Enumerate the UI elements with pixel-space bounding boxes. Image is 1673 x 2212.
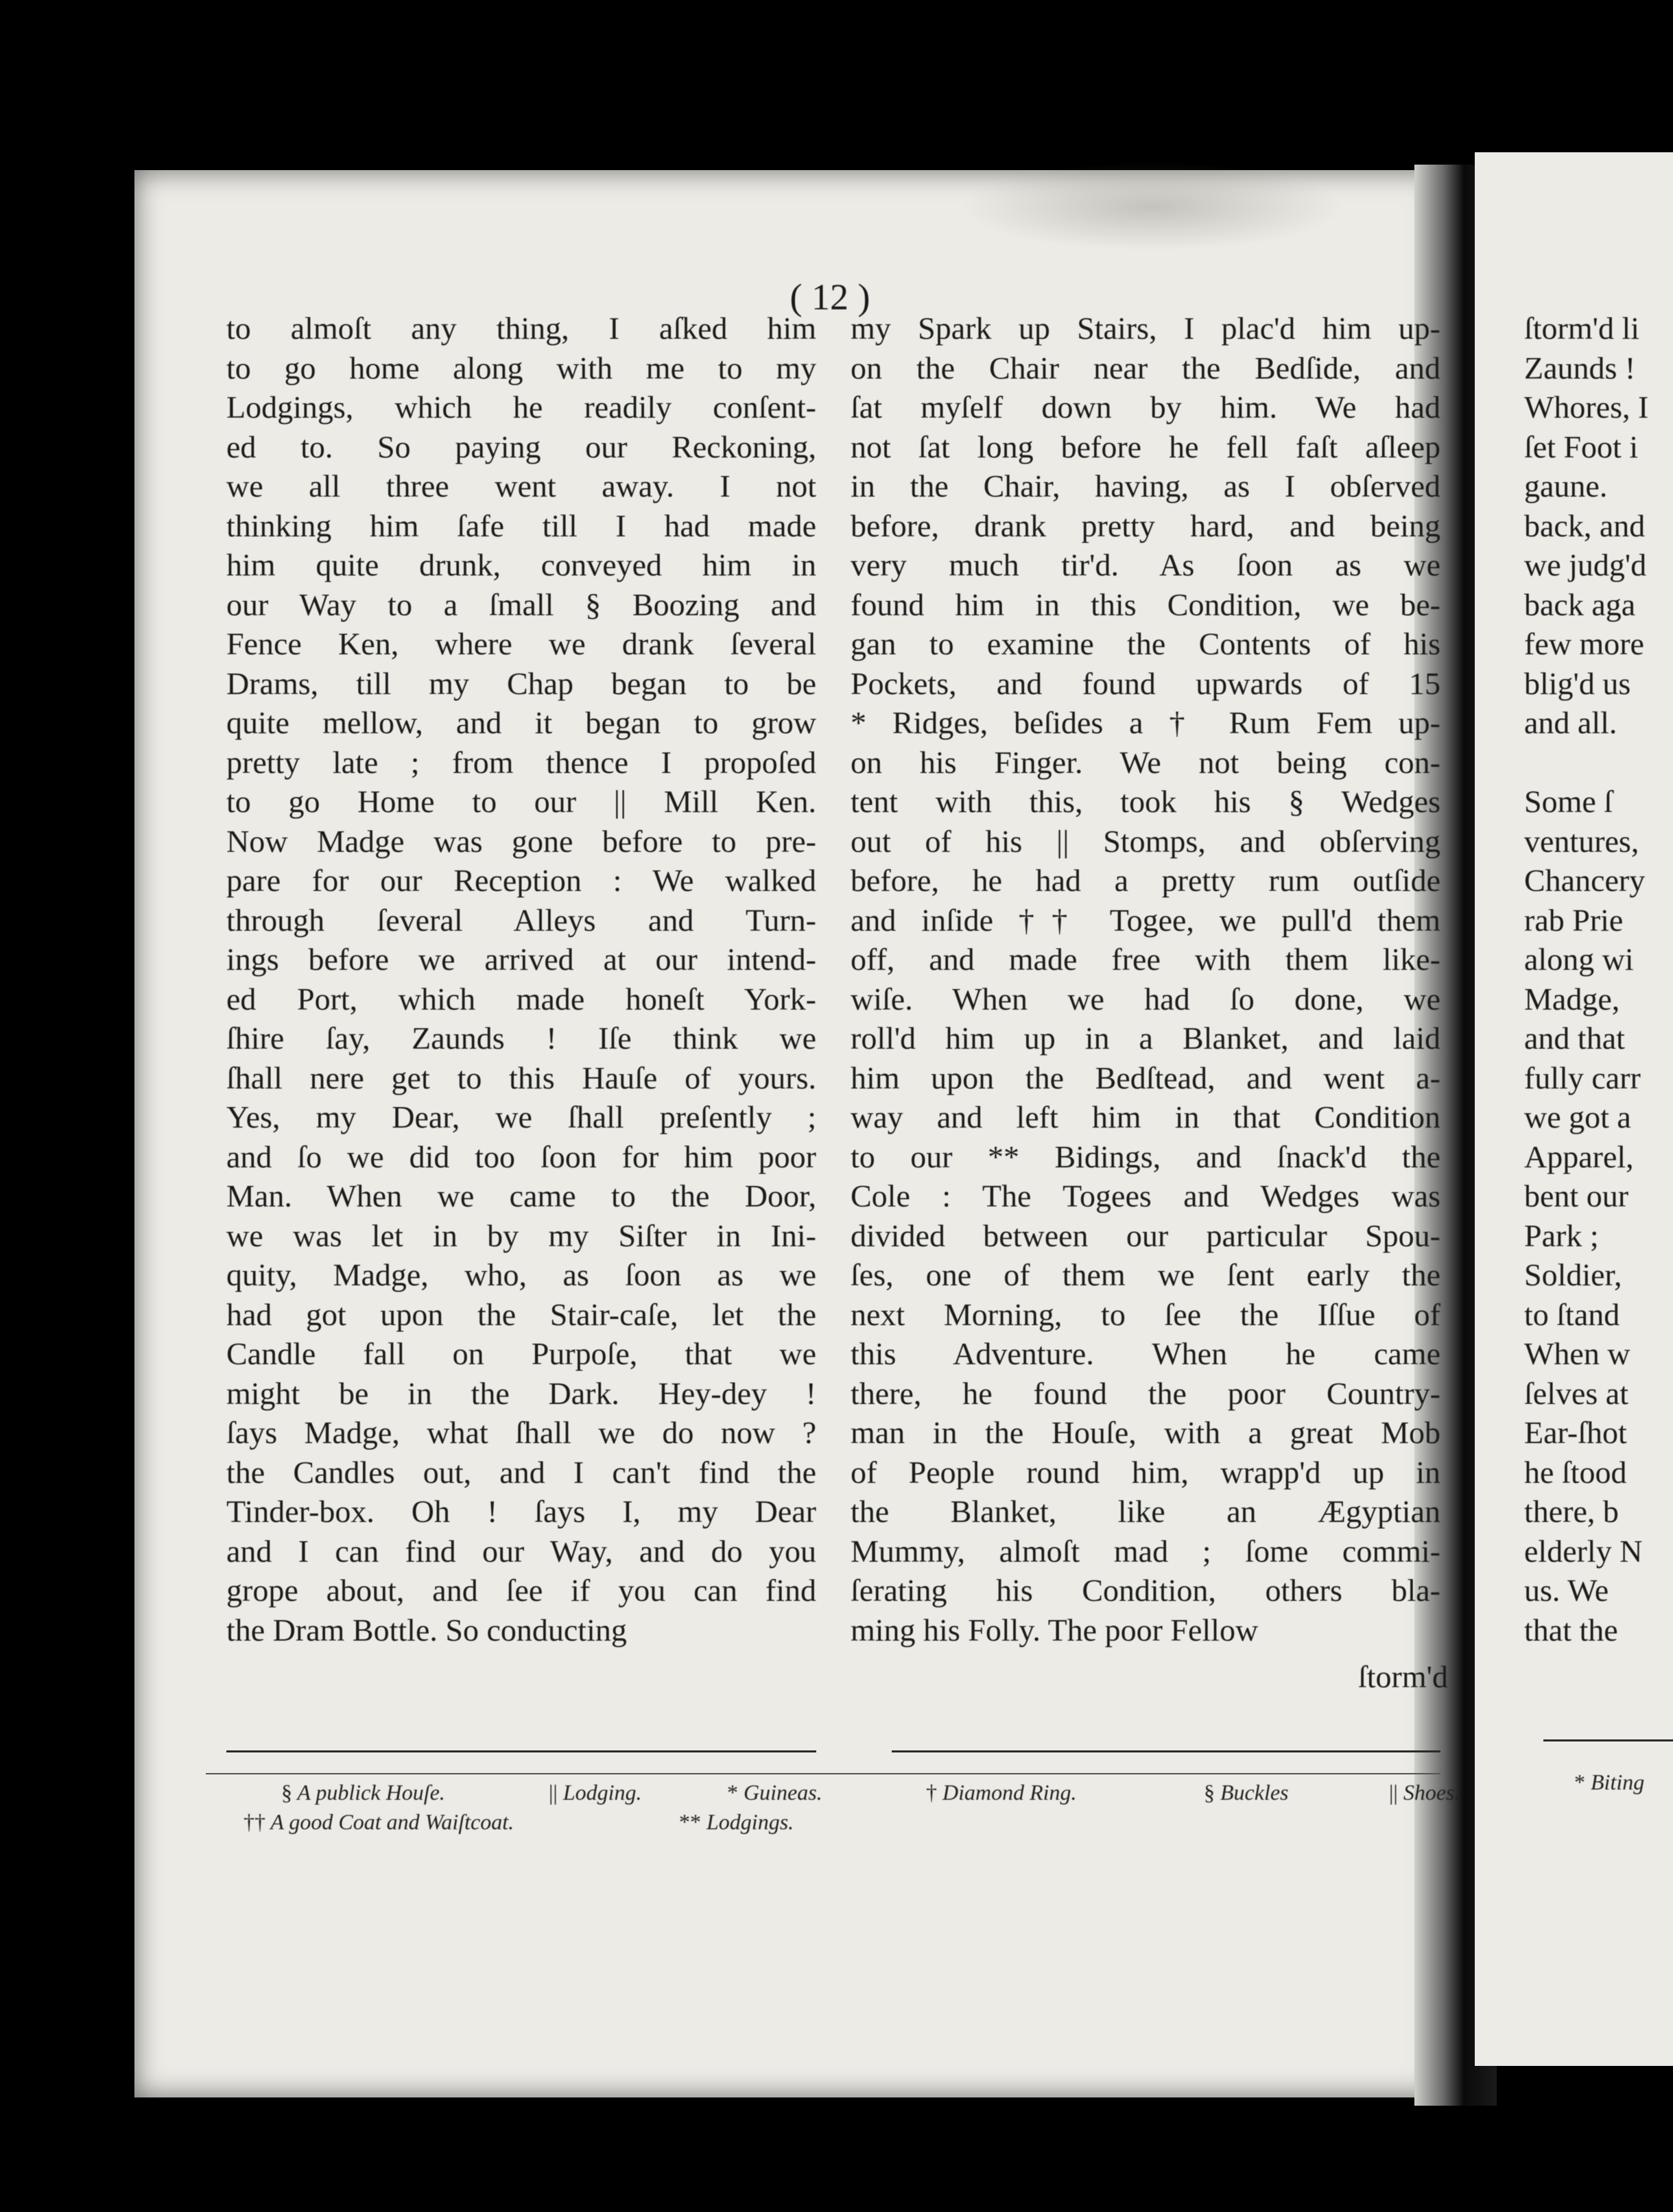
text-line: had got upon the Stair-caſe, let the [226,1296,816,1332]
text-column-right-partial [1524,309,1673,1650]
text-line: before, he had a pretty rum outſide [851,863,1440,898]
footnote-rule-left [226,1750,816,1752]
text-line: the Dram Bottle. So conducting [226,1612,627,1648]
text-line: ed to. So paying our Reckoning, [226,429,816,464]
text-line: pare for our Reception : We walked [226,863,816,898]
text-line: us. We [1524,1573,1609,1608]
text-line: this Adventure. When he came [851,1336,1440,1371]
text-line: When w [1524,1336,1630,1371]
text-line: before, drank pretty hard, and being [851,508,1440,543]
text-line: Chancery [1524,863,1646,898]
text-line: Yes, my Dear, we ſhall preſently ; [226,1099,816,1134]
text-line: ſet Foot i [1524,429,1639,464]
text-column-left [226,309,816,1650]
text-line: to go Home to our || Mill Ken. [226,784,816,819]
text-line: few more [1524,626,1644,661]
text-line: our Way to a ſmall § Boozing and [226,586,816,622]
text-line: way and left him in that Condition [851,1099,1440,1134]
text-line: ſelves at [1524,1375,1628,1411]
text-line: Ear-ſhot [1524,1415,1627,1450]
text-line: gan to examine the Contents of his [851,626,1440,661]
text-line: man in the Houſe, with a great Mob [851,1415,1440,1450]
footnote: || Lodging. [549,1780,642,1805]
text-line: fully carr [1524,1060,1641,1095]
text-line: to almoſt any thing, I aſked him [226,311,816,346]
text-line: Fence Ken, where we drank ſeveral [226,626,816,661]
text-line: ſhall nere get to this Hauſe of yours. [226,1060,816,1095]
text-line: grope about, and ſee if you can find [226,1573,816,1608]
footnote-rule-right [1543,1739,1673,1741]
text-line: him upon the Bedſtead, and went a- [851,1060,1440,1095]
footnote: * Guineas. [727,1780,822,1805]
text-line: the Blanket, like an Ægyptian [851,1494,1440,1529]
text-line: Soldier, [1524,1257,1622,1292]
text-line: in the Chair, having, as I obſerved [851,468,1440,503]
text-line: ſerating his Condition, others bla- [851,1573,1440,1608]
text-line: gaune. [1524,468,1608,503]
footnote-rule-middle [892,1750,1440,1752]
text-line: roll'd him up in a Blanket, and laid [851,1021,1440,1056]
text-line: ings before we arrived at our intend- [226,942,816,977]
text-line: divided between our particular Spou- [851,1217,1440,1253]
text-line: Lodgings, which he readily conſent- [226,390,816,425]
text-line: the Candles out, and I can't find the [226,1454,816,1490]
text-line: and ſo we did too ſoon for him poor [226,1139,816,1174]
text-line: he ſtood [1524,1454,1627,1490]
text-line: ventures, [1524,823,1639,859]
text-line: * Ridges, beſides a † Rum Fem up- [851,705,1440,740]
footnote-right-page: * Biting [1574,1770,1645,1794]
text-line: ſat myſelf down by him. We had [851,390,1440,425]
text-line: might be in the Dark. Hey-dey ! [226,1375,816,1411]
text-line: Drams, till my Chap began to be [226,665,816,701]
text-line: and I can find our Way, and do you [226,1533,816,1569]
text-line: Tinder-box. Oh ! ſays I, my Dear [226,1494,816,1529]
footnote: § A publick Houſe. [281,1780,445,1805]
text-line: on his Finger. We not being con- [851,744,1440,780]
text-line: to ſtand [1524,1296,1620,1332]
text-line: thinking him ſafe till I had made [226,508,816,543]
text-line: Pockets, and found upwards of 15 [851,665,1440,701]
text-line: back aga [1524,586,1636,622]
text-line: Madge, [1524,981,1620,1016]
text-line: Now Madge was gone before to pre- [226,823,816,859]
text-line: on the Chair near the Bedſide, and [851,350,1440,385]
text-line: Mummy, almoſt mad ; ſome commi- [851,1533,1440,1569]
text-line: quite mellow, and it began to grow [226,705,816,740]
text-line [1524,743,1673,783]
text-line: of People round him, wrapp'd up in [851,1454,1440,1490]
text-line: that the [1524,1612,1618,1648]
text-line: Whores, I [1524,390,1649,425]
text-line: very much tir'd. As ſoon as we [851,547,1440,582]
text-line: wiſe. When we had ſo done, we [851,981,1440,1016]
text-line: there, b [1524,1494,1619,1529]
text-line: ſhire ſay, Zaunds ! Iſe think we [226,1021,816,1056]
footnote: †† A good Coat and Waiſtcoat. [244,1809,514,1834]
text-line: my Spark up Stairs, I plac'd him up- [851,311,1440,346]
footnote-baseline [206,1773,1440,1774]
text-line: elderly N [1524,1533,1643,1569]
text-line: ſtorm'd li [1524,311,1640,346]
text-line: blig'd us [1524,665,1631,701]
text-line: Cole : The Togees and Wedges was [851,1178,1440,1213]
text-line: Zaunds ! [1524,350,1636,385]
text-line: and inſide †† Togee, we pull'd them [851,902,1440,938]
text-line: Park ; [1524,1217,1599,1253]
text-line: Man. When we came to the Door, [226,1178,816,1213]
footnote: † Diamond Ring. [926,1780,1077,1805]
footnote: § Buckles [1204,1780,1289,1805]
text-line: ed Port, which made honeſt York- [226,981,816,1016]
catchword: ſtorm'd [1358,1659,1448,1694]
text-line: we got a [1524,1099,1631,1134]
text-line: we all three went away. I not [226,468,816,503]
text-line: rab Prie [1524,902,1624,938]
text-line: ming his Folly. The poor Fellow [851,1612,1259,1648]
text-line: Candle fall on Purpoſe, that we [226,1336,816,1371]
text-line: bent our [1524,1178,1629,1213]
text-line: off, and made free with them like- [851,942,1440,977]
footnote: || Shoes. [1389,1780,1460,1805]
text-line: through ſeveral Alleys and Turn- [226,902,816,938]
text-line: there, he found the poor Country- [851,1375,1440,1411]
footnote: ** Lodgings. [679,1809,794,1834]
text-line: pretty late ; from thence I propoſed [226,744,816,780]
text-line: to our ** Bidings, and ſnack'd the [851,1139,1440,1174]
text-column-middle [851,309,1440,1650]
text-line: and all. [1524,705,1617,740]
text-line: Apparel, [1524,1139,1634,1174]
text-line: along wi [1524,942,1634,977]
text-line: next Morning, to ſee the Iſſue of [851,1296,1440,1332]
text-line: we judg'd [1524,547,1647,582]
text-line: Some ſ [1524,784,1613,819]
text-line: found him in this Condition, we be- [851,586,1440,622]
text-line: out of his || Stomps, and obſerving [851,823,1440,859]
page-number: ( 12 ) [790,276,870,318]
water-stain [960,162,1344,251]
text-line: we was let in by my Siſter in Ini- [226,1217,816,1253]
text-line: to go home along with me to my [226,350,816,385]
text-line: him quite drunk, conveyed him in [226,547,816,582]
text-line: tent with this, took his § Wedges [851,784,1440,819]
text-line: back, and [1524,508,1646,543]
text-line: not ſat long before he fell faſt aſleep [851,429,1440,464]
text-line: quity, Madge, who, as ſoon as we [226,1257,816,1292]
text-line: ſes, one of them we ſent early the [851,1257,1440,1292]
text-line: ſays Madge, what ſhall we do now ? [226,1415,816,1450]
text-line: and that [1524,1021,1625,1056]
